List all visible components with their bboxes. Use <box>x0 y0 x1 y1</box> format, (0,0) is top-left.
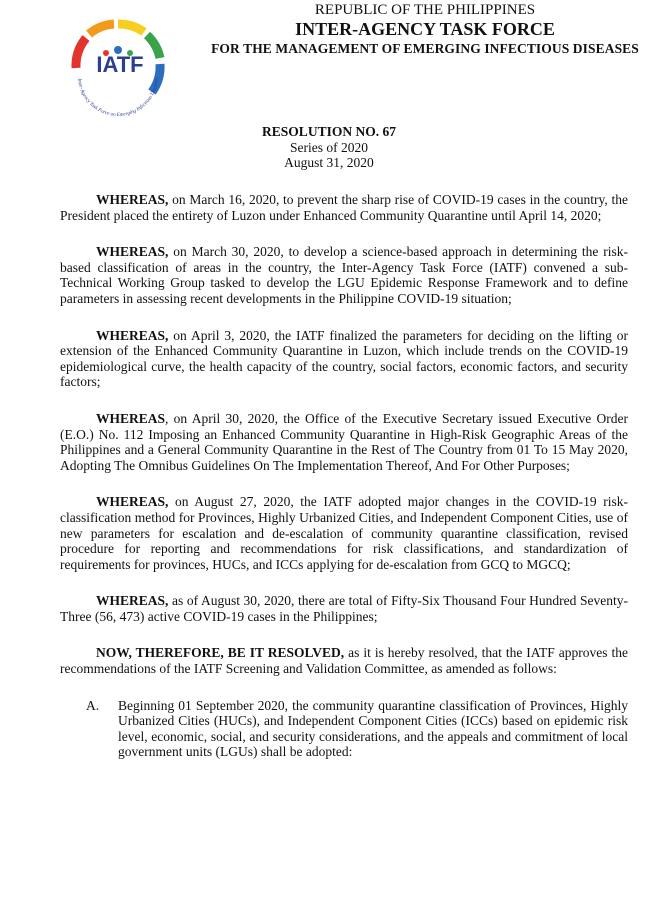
whereas-paragraph <box>60 328 628 390</box>
list-item <box>60 698 628 760</box>
paragraph-lead: WHEREAS, <box>96 244 169 260</box>
resolution-title: RESOLUTION NO. 67 <box>262 124 396 139</box>
item-label: A. <box>86 697 100 713</box>
whereas-paragraph <box>60 192 628 223</box>
paragraph-lead: WHEREAS, <box>96 327 169 343</box>
paragraph-lead: WHEREAS, <box>96 192 169 207</box>
resolution-body <box>60 192 628 770</box>
paragraph-text: on August 27, 2020, the IATF adopted major changes in the COVID-19 risk-classification method for Provinces, Highly Urbanized Cities, and Independent Component Cities, use of new parameters for escalation and de-escalation of community quarantine classification, revised procedure for reporting and recommendations for risk classifications, and standardization of requirements for provinces, HUCs, and ICCs applying for de-escalation from GCQ to MGCQ; <box>60 494 628 572</box>
republic-line: REPUBLIC OF THE PHILIPPINES <box>314 2 536 18</box>
paragraph-lead: WHEREAS <box>96 410 166 426</box>
whereas-paragraph <box>60 593 628 624</box>
item-text: Beginning 01 September 2020, the community quarantine classification of Provinces, Highly Urbanized Cities (HUCs), and Independent Component Cities (ICCs) based on epidemic risk level, economic, social, and security considerations, and the appeals and commitment of local government units (LGUs) shall be adopted: <box>118 697 628 760</box>
agency-name: INTER-AGENCY TASK FORCE <box>295 19 555 39</box>
paragraph-text: , on April 30, 2020, the Office of the Executive Secretary issued Executive Order (E.O.) No. 112 Imposing an Enhanced Community Quarantine in High-Risk Geographic Areas of the Philippines and a General Community Quarantine in the Rest of The Country from 01 To 15 May 2020, Adopting The Omnibus Guidelines On The Implementation Thereof, And For Other Purposes; <box>60 410 628 473</box>
paragraph-lead: WHEREAS, <box>96 494 169 510</box>
resolved-paragraph <box>60 645 628 676</box>
paragraph-lead: WHEREAS, <box>96 593 169 609</box>
resolution-heading <box>0 124 658 171</box>
whereas-paragraph <box>60 494 628 572</box>
resolution-date: August 31, 2020 <box>284 155 374 170</box>
paragraph-text: on March 16, 2020, to prevent the sharp rise of COVID-19 cases in the country, the President placed the entirety of Luzon under Enhanced Community Quarantine until April 14, 2020; <box>60 192 628 223</box>
agency-subtitle: FOR THE MANAGEMENT OF EMERGING INFECTIOUS DISEASES <box>211 41 639 56</box>
whereas-paragraph <box>60 411 628 473</box>
paragraph-text: as of August 30, 2020, there are total of Fifty-Six Thousand Four Hundred Seventy-Three (56, 473) active COVID-19 cases in the Philippines; <box>60 593 628 624</box>
paragraph-text: on April 3, 2020, the IATF finalized the parameters for deciding on the lifting or extension of the Enhanced Community Quarantine in Luzon, which include trends on the COVID-19 epidemiological curve, the health capacity of the country, social factors, economic factors, and security factors; <box>60 327 628 390</box>
letterhead <box>200 2 650 57</box>
iatf-seal-icon <box>58 6 178 126</box>
resolution-items <box>60 698 628 760</box>
paragraph-text: on March 30, 2020, to develop a science-based approach in determining the risk-based classification of areas in the country, the Inter-Agency Task Force (IATF) convened a sub-Technical Working Group tasked to develop the LGU Epidemic Response Framework and to define parameters in assessing recent developments in the Philippine COVID-19 situation; <box>60 244 628 306</box>
svg-text:IATF: IATF <box>96 52 144 77</box>
whereas-paragraph <box>60 244 628 306</box>
paragraph-lead: NOW, THEREFORE, BE IT RESOLVED, <box>96 645 345 661</box>
svg-text:Inter-Agency Task Force on Eme: Inter-Agency Task Force on Emerging Infectious Diseases <box>76 77 160 119</box>
resolution-series: Series of 2020 <box>290 139 368 155</box>
paragraph-text: as it is hereby resolved, that the IATF approves the recommendations of the IATF Screening and Validation Committee, as amended as follows: <box>60 645 628 677</box>
iatf-logo <box>58 6 178 126</box>
